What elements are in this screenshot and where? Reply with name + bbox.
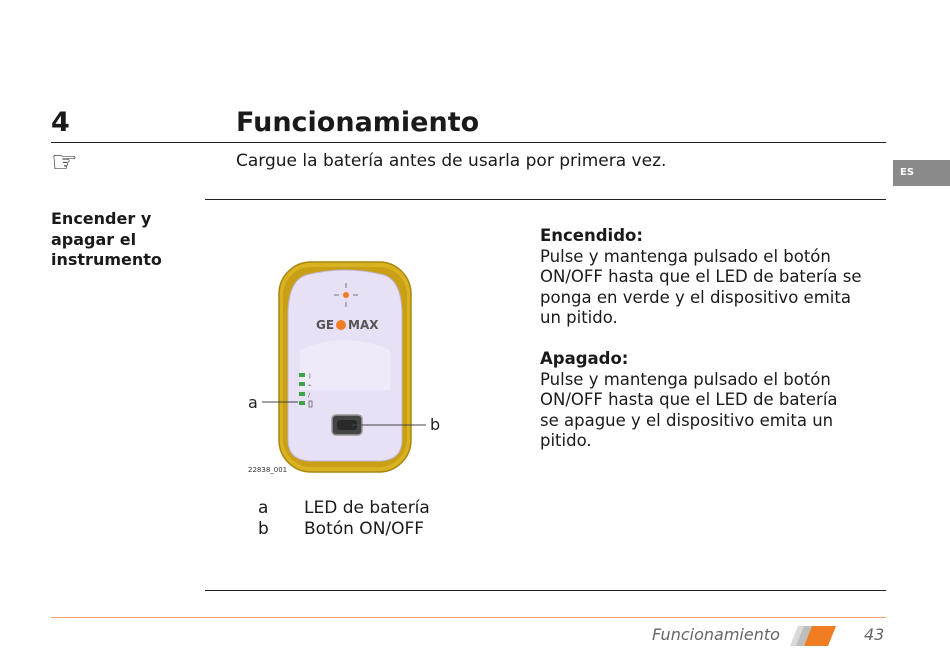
legend-item: [258, 498, 430, 519]
side-heading-line: Encender y: [51, 209, 152, 228]
note-text: Cargue la batería antes de usarla por primera vez.: [236, 151, 667, 171]
side-heading-line: apagar el: [51, 229, 137, 249]
status-led: [299, 373, 305, 377]
status-led: [299, 392, 305, 396]
side-heading-line: instrumento: [51, 250, 162, 269]
on-line: un pitido.: [540, 308, 618, 327]
language-tab: ES: [893, 160, 950, 186]
on-line: ponga en verde y el dispositivo emita: [540, 287, 851, 307]
device-logo-dot: [336, 320, 346, 330]
footer-section-title: Funcionamiento: [652, 625, 780, 644]
callout-b: b: [430, 415, 441, 434]
figure-legend: [258, 498, 430, 540]
off-line: Pulse y mantenga pulsado el botón: [540, 369, 831, 389]
page-number: 43: [864, 625, 885, 644]
figure-id: 22838_001: [248, 466, 288, 474]
section-rule-bottom: [205, 590, 886, 591]
on-section: [540, 226, 885, 329]
on-line: ON/OFF hasta que el LED de batería se: [540, 267, 862, 286]
legend-item: [258, 519, 430, 540]
section-rule-top: [205, 199, 886, 200]
device-highlight: [300, 340, 390, 390]
footer-rule: [51, 617, 886, 618]
signal-icon: ⌁: [308, 382, 312, 389]
bluetooth-icon: ᛒ: [308, 373, 312, 380]
chapter-title: Funcionamiento: [236, 107, 480, 138]
chapter-number: 4: [51, 107, 70, 138]
footer-stripes-icon: [790, 626, 836, 646]
legend-label: LED de batería: [304, 498, 430, 518]
side-heading: [51, 209, 191, 271]
legend-key: b: [258, 519, 269, 539]
callout-a: a: [248, 393, 258, 412]
on-line: Pulse y mantenga pulsado el botón: [540, 246, 831, 266]
off-line: pitido.: [540, 431, 592, 450]
link-icon: ∕: [308, 392, 311, 399]
device-logo: GE: [316, 318, 335, 332]
battery-led: [299, 401, 305, 405]
title-rule: [51, 142, 886, 143]
status-led: [299, 382, 305, 386]
off-section: [540, 349, 885, 452]
device-logo: MAX: [348, 318, 379, 332]
legend-label: Botón ON/OFF: [304, 519, 425, 539]
off-heading: Apagado:: [540, 349, 629, 368]
device-illustration: [240, 255, 470, 480]
off-line: se apague y el dispositivo emita un: [540, 410, 834, 430]
device-figure: [240, 255, 470, 480]
pointing-hand-icon: ☞: [51, 145, 78, 180]
off-line: ON/OFF hasta que el LED de batería: [540, 390, 838, 409]
on-heading: Encendido:: [540, 226, 643, 245]
device-target-dot: [343, 292, 349, 298]
legend-key: a: [258, 498, 269, 518]
